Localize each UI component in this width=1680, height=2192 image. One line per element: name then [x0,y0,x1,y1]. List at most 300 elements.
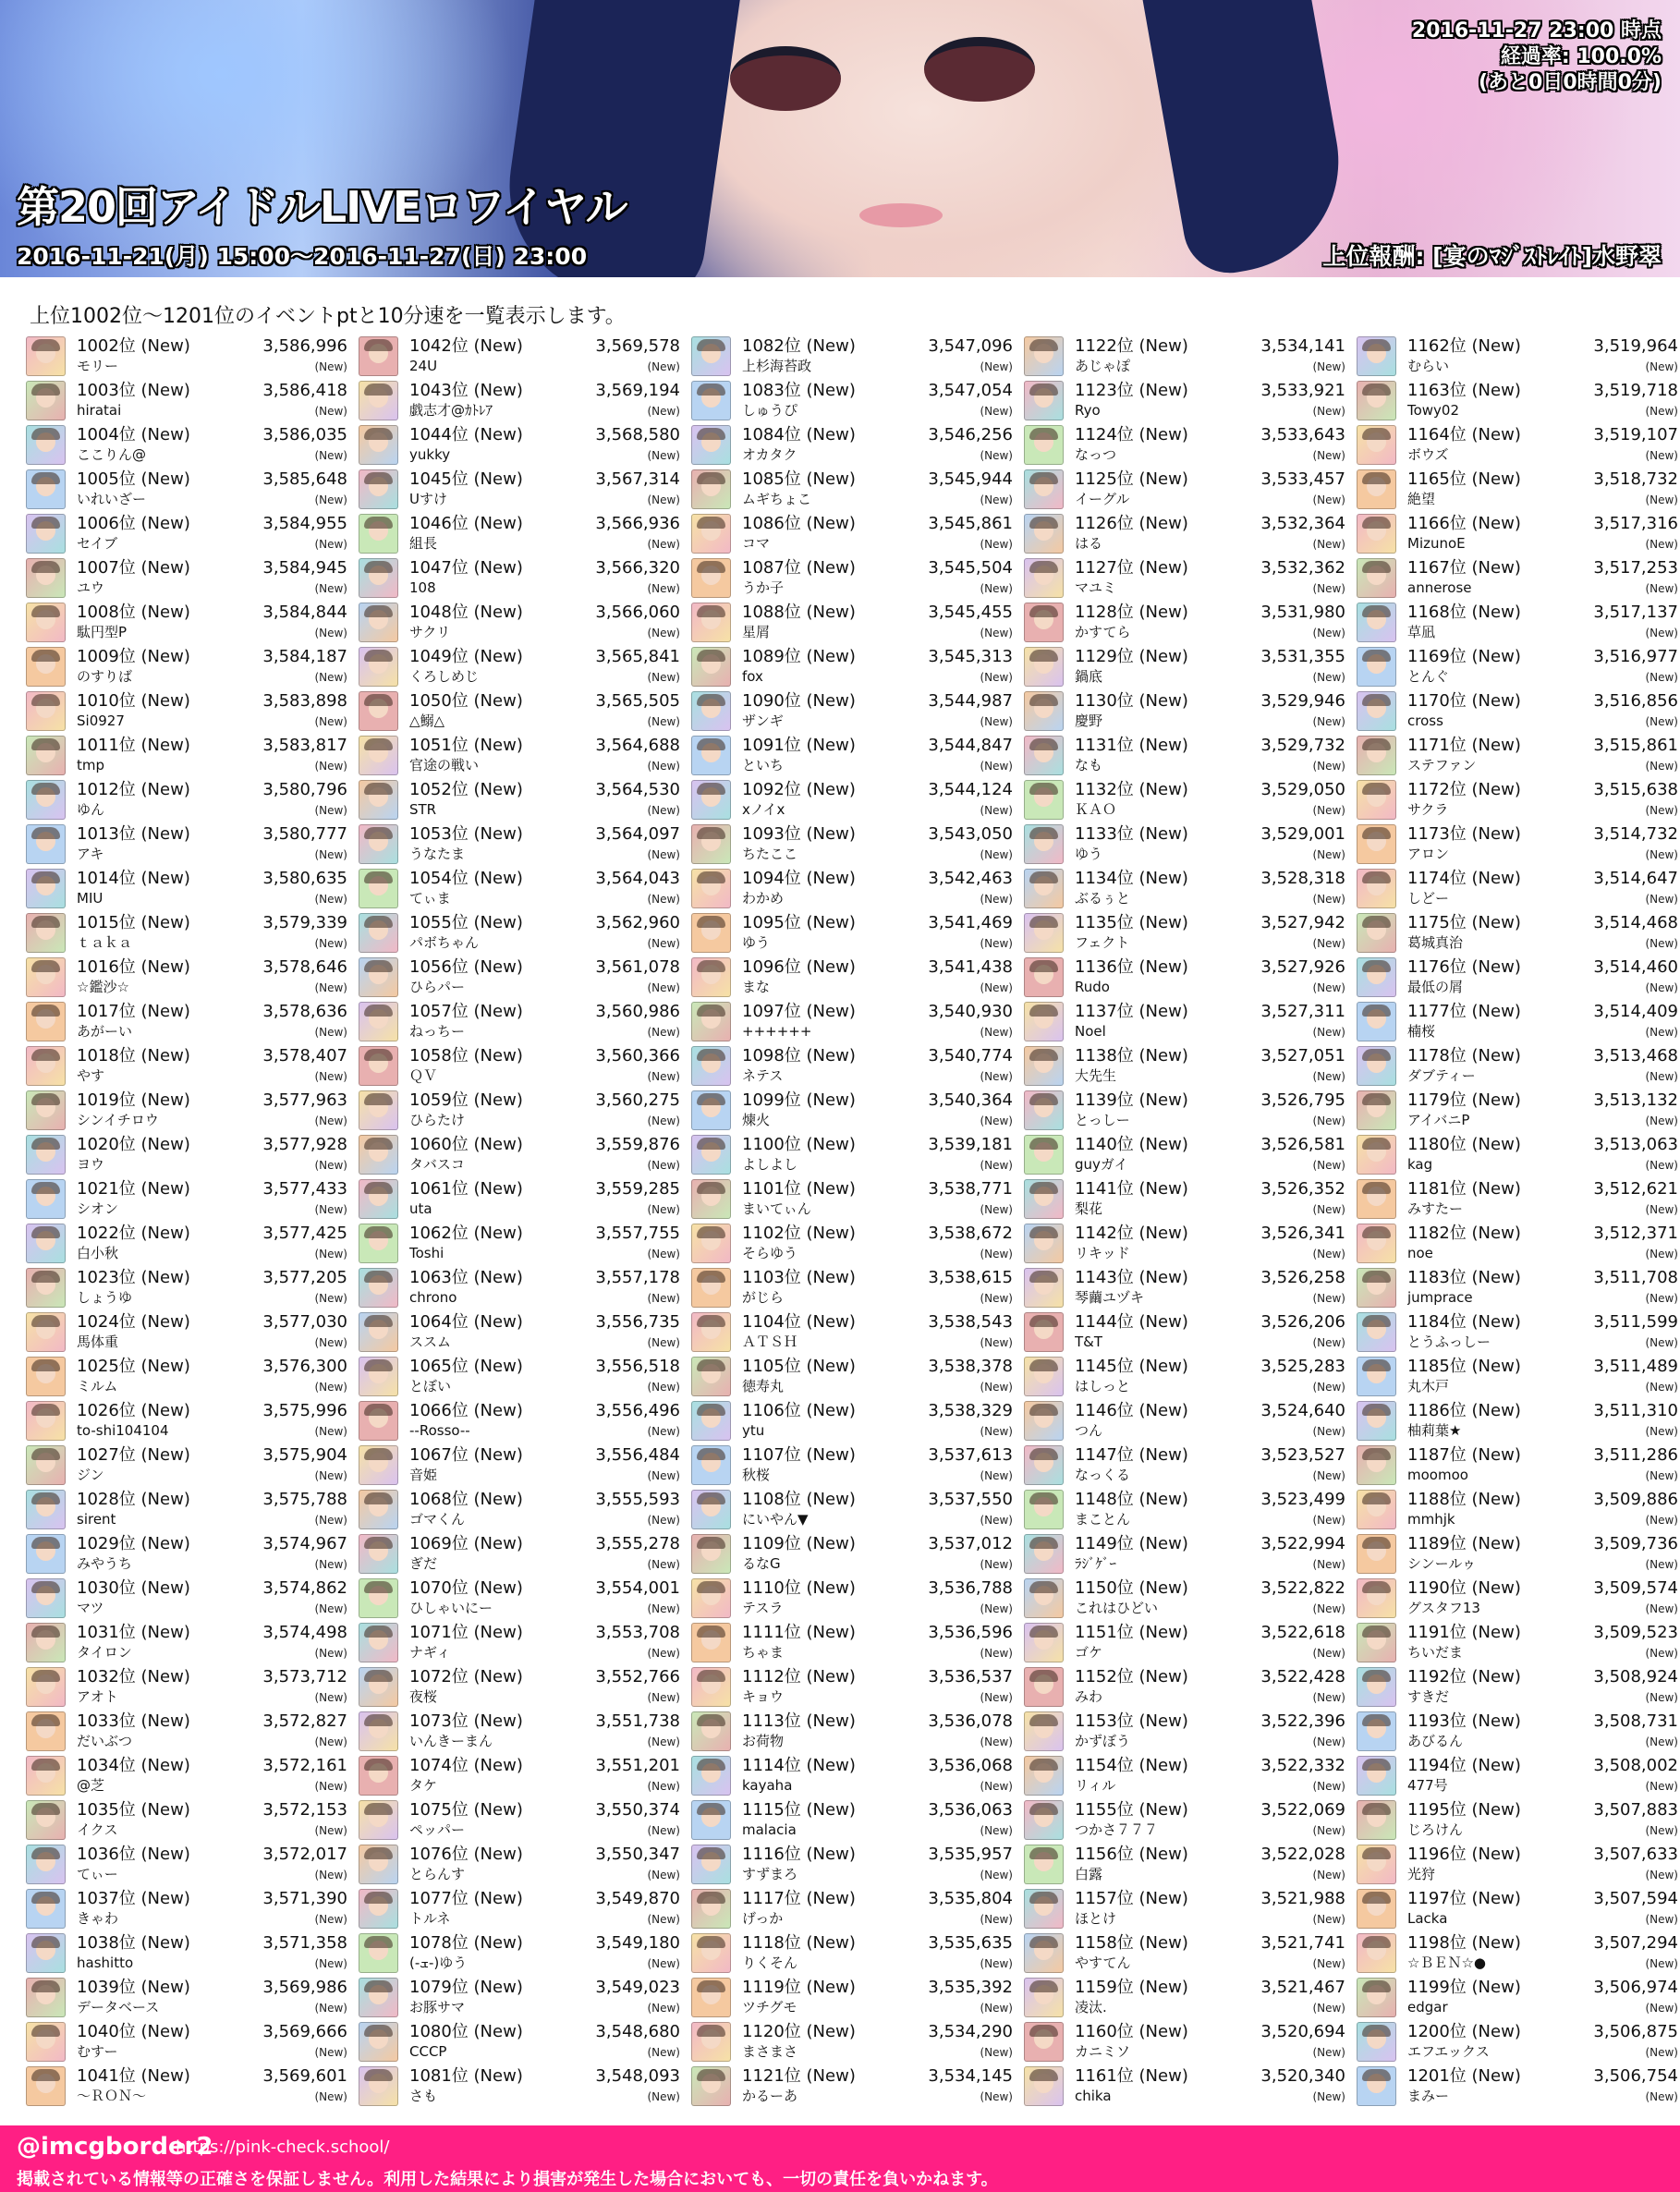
rank-label: 1043位 (New) [409,381,523,400]
rank-label: 1147位 (New) [1075,1445,1188,1465]
producer-avatar [691,336,731,376]
ranking-entry [691,1133,1024,1177]
ten-minute-speed: (New) [647,2002,680,2015]
ten-minute-speed: (New) [314,1248,347,1260]
event-points: 3,532,364 [1260,514,1345,533]
producer-name: sirent [77,1511,116,1528]
producer-avatar [691,1312,731,1352]
producer-name: ﾗｼﾞｹﾞｰ [1075,1555,1117,1572]
event-points: 3,522,332 [1260,1756,1345,1775]
rank-label: 1044位 (New) [409,425,523,444]
event-points: 3,564,097 [595,824,680,844]
event-points: 3,535,635 [928,1933,1013,1953]
ranking-entry [359,423,691,468]
ten-minute-speed: (New) [1312,405,1345,418]
rank-label: 1129位 (New) [1075,647,1188,666]
producer-avatar [691,1845,731,1884]
producer-avatar [1024,1978,1064,2017]
producer-avatar [1024,957,1064,997]
ranking-entry [359,335,691,379]
producer-name: Uすけ [409,491,447,507]
rank-label: 1120位 (New) [742,2022,856,2041]
ranking-entry [1024,911,1357,956]
ranking-entry [691,1621,1024,1665]
producer-avatar [359,1978,398,2017]
rank-label: 1112位 (New) [742,1667,856,1687]
producer-name: hashitto [77,1955,134,1971]
producer-name: りくそん [742,1955,798,1971]
ten-minute-speed: (New) [1312,1913,1345,1926]
producer-name: まことん [1075,1511,1131,1528]
ten-minute-speed: (New) [1645,1735,1678,1748]
event-points: 3,583,898 [262,691,347,711]
rank-label: 1066位 (New) [409,1401,523,1420]
event-points: 3,514,460 [1593,957,1678,977]
event-points: 3,578,636 [262,1002,347,1021]
producer-name: あがーい [77,1023,133,1040]
producer-avatar [1024,1578,1064,1618]
ranking-entry [691,1488,1024,1532]
ranking-entry [1357,1089,1680,1133]
producer-avatar [1357,558,1396,598]
producer-avatar [1357,1357,1396,1396]
event-points: 3,557,178 [595,1268,680,1287]
event-points: 3,520,340 [1260,2066,1345,2086]
producer-name: やす [77,1067,105,1084]
ten-minute-speed: (New) [647,627,680,639]
rank-label: 1016位 (New) [77,957,190,977]
rank-label: 1124位 (New) [1075,425,1188,444]
rank-label: 1159位 (New) [1075,1978,1188,1997]
producer-name: がじら [742,1289,785,1306]
ranking-entry [1357,556,1680,601]
rank-label: 1169位 (New) [1407,647,1521,666]
producer-name: --Rosso-- [409,1422,470,1439]
site-url-link[interactable]: https://pink-check.school/ [176,2137,390,2157]
event-points: 3,506,974 [1593,1978,1678,1997]
producer-avatar [1024,558,1064,598]
ten-minute-speed: (New) [1312,538,1345,551]
event-points: 3,571,358 [262,1933,347,1953]
rank-label: 1106位 (New) [742,1401,856,1420]
ten-minute-speed: (New) [647,582,680,595]
rank-label: 1196位 (New) [1407,1845,1521,1864]
ten-minute-speed: (New) [1645,760,1678,773]
event-points: 3,511,708 [1593,1268,1678,1287]
producer-avatar [691,1667,731,1707]
ranking-entry [26,1443,359,1488]
ten-minute-speed: (New) [647,1869,680,1881]
event-points: 3,526,341 [1260,1224,1345,1243]
ranking-entry [691,1976,1024,2020]
event-points: 3,559,285 [595,1179,680,1199]
event-points: 3,522,822 [1260,1578,1345,1598]
producer-name: 108 [409,579,436,596]
ranking-entry [691,2064,1024,2109]
ten-minute-speed: (New) [1312,1647,1345,1660]
ten-minute-speed: (New) [1312,2090,1345,2103]
event-points: 3,552,766 [595,1667,680,1687]
ten-minute-speed: (New) [647,2046,680,2059]
rank-label: 1027位 (New) [77,1445,190,1465]
ten-minute-speed: (New) [314,1469,347,1482]
rank-label: 1179位 (New) [1407,1090,1521,1110]
ranking-entry [1357,335,1680,379]
event-points: 3,545,944 [928,469,1013,489]
event-points: 3,560,366 [595,1046,680,1066]
rank-label: 1126位 (New) [1075,514,1188,533]
ten-minute-speed: (New) [314,893,347,906]
ten-minute-speed: (New) [647,1691,680,1704]
producer-avatar [1024,381,1064,420]
ranking-entry [1357,1399,1680,1443]
event-points: 3,516,856 [1593,691,1678,711]
ten-minute-speed: (New) [1645,1381,1678,1394]
event-points: 3,559,876 [595,1135,680,1154]
ranking-entry [26,601,359,645]
producer-name: モリー [77,358,119,374]
rank-label: 1157位 (New) [1075,1889,1188,1908]
producer-name: ＫＡＯ [1075,801,1117,818]
rank-label: 1185位 (New) [1407,1357,1521,1376]
producer-name: つん [1075,1422,1103,1439]
event-points: 3,514,732 [1593,824,1678,844]
ten-minute-speed: (New) [1312,1514,1345,1527]
event-points: 3,538,771 [928,1179,1013,1199]
producer-avatar [359,1756,398,1796]
producer-name: はしっと [1075,1378,1131,1394]
producer-avatar [691,1135,731,1175]
producer-avatar [691,1978,731,2017]
event-points: 3,575,996 [262,1401,347,1420]
ten-minute-speed: (New) [314,627,347,639]
producer-name: みやうち [77,1555,133,1572]
ten-minute-speed: (New) [1645,1514,1678,1527]
rank-label: 1174位 (New) [1407,869,1521,888]
ten-minute-speed: (New) [980,1558,1013,1571]
rank-label: 1047位 (New) [409,558,523,578]
rank-label: 1172位 (New) [1407,780,1521,799]
producer-name: わかめ [742,890,785,907]
event-points: 3,513,132 [1593,1090,1678,1110]
producer-avatar [1024,736,1064,775]
ranking-entry [691,379,1024,423]
rank-label: 1113位 (New) [742,1711,856,1731]
rank-label: 1053位 (New) [409,824,523,844]
ranking-entry [26,423,359,468]
ten-minute-speed: (New) [314,1114,347,1127]
producer-avatar [26,1623,66,1662]
event-points: 3,522,028 [1260,1845,1345,1864]
ten-minute-speed: (New) [1312,1824,1345,1837]
producer-name: とんぐ [1407,668,1450,685]
producer-name: yukky [409,446,451,463]
rank-label: 1173位 (New) [1407,824,1521,844]
ten-minute-speed: (New) [314,981,347,994]
event-points: 3,515,861 [1593,736,1678,755]
ranking-entry [691,423,1024,468]
ranking-entry [691,1044,1024,1089]
rank-label: 1087位 (New) [742,558,856,578]
rank-label: 1116位 (New) [742,1845,856,1864]
ten-minute-speed: (New) [314,538,347,551]
producer-name: シンイチロウ [77,1112,159,1128]
ten-minute-speed: (New) [1312,1425,1345,1438]
ten-minute-speed: (New) [314,715,347,728]
ten-minute-speed: (New) [980,715,1013,728]
producer-name: 星屑 [742,624,771,640]
producer-avatar [359,1889,398,1929]
event-points: 3,556,496 [595,1401,680,1420]
ten-minute-speed: (New) [1312,1203,1345,1216]
event-points: 3,553,708 [595,1623,680,1642]
ten-minute-speed: (New) [647,1824,680,1837]
ranking-entry [26,1266,359,1310]
rank-label: 1100位 (New) [742,1135,856,1154]
ten-minute-speed: (New) [1312,1735,1345,1748]
twitter-handle-link[interactable]: @imcgborder2 [17,2133,213,2161]
event-points: 3,576,300 [262,1357,347,1376]
ranking-entry [691,1887,1024,1931]
event-points: 3,513,468 [1593,1046,1678,1066]
ranking-entry [26,867,359,911]
producer-avatar [26,336,66,376]
producer-name: じろけん [1407,1821,1464,1838]
producer-name: いれいざー [77,491,147,507]
event-points: 3,545,861 [928,514,1013,533]
ten-minute-speed: (New) [980,1203,1013,1216]
producer-name: データベース [77,1999,160,2015]
producer-name: 絶望 [1407,491,1436,507]
rank-label: 1122位 (New) [1075,336,1188,356]
producer-name: (-ܫ-)ゆう [409,1955,468,1971]
ranking-entry [359,1222,691,1266]
rank-label: 1176位 (New) [1407,957,1521,977]
producer-name: Ryo [1075,402,1101,419]
ranking-entry [691,2020,1024,2064]
rank-label: 1029位 (New) [77,1534,190,1553]
ten-minute-speed: (New) [1312,582,1345,595]
rank-label: 1020位 (New) [77,1135,190,1154]
producer-name: セイブ [77,535,118,552]
producer-name: みわ [1075,1688,1103,1705]
event-points: 3,545,313 [928,647,1013,666]
event-points: 3,540,774 [928,1046,1013,1066]
producer-avatar [1024,824,1064,864]
producer-name: かるーあ [742,2088,798,2104]
rank-label: 1014位 (New) [77,869,190,888]
producer-avatar [1357,1578,1396,1618]
ten-minute-speed: (New) [1312,1159,1345,1172]
event-points: 3,586,418 [262,381,347,400]
producer-avatar [1357,603,1396,642]
producer-avatar [359,691,398,731]
event-points: 3,527,942 [1260,913,1345,932]
ten-minute-speed: (New) [980,493,1013,506]
ten-minute-speed: (New) [1312,449,1345,462]
ten-minute-speed: (New) [314,582,347,595]
event-points: 3,551,201 [595,1756,680,1775]
rank-label: 1037位 (New) [77,1889,190,1908]
producer-avatar [359,1490,398,1529]
producer-name: 草凪 [1407,624,1436,640]
ten-minute-speed: (New) [980,893,1013,906]
producer-avatar [359,913,398,953]
ranking-entry [1024,1089,1357,1133]
producer-avatar [1357,2066,1396,2106]
ranking-entry [1357,645,1680,689]
rank-label: 1072位 (New) [409,1667,523,1687]
ten-minute-speed: (New) [1312,848,1345,861]
ten-minute-speed: (New) [314,1070,347,1083]
ten-minute-speed: (New) [980,405,1013,418]
ten-minute-speed: (New) [647,937,680,950]
ranking-entry [1024,1443,1357,1488]
producer-avatar [1357,1445,1396,1485]
ranking-entry [1024,1266,1357,1310]
producer-name: ネテス [742,1067,784,1084]
ten-minute-speed: (New) [1645,1203,1678,1216]
ten-minute-speed: (New) [1312,493,1345,506]
rank-label: 1007位 (New) [77,558,190,578]
ranking-entry [26,1976,359,2020]
producer-name: 駄円型P [77,624,128,640]
producer-name: アイバニP [1407,1112,1470,1128]
ranking-entry [1357,1532,1680,1577]
producer-name: ザンギ [742,712,784,729]
rank-label: 1009位 (New) [77,647,190,666]
ten-minute-speed: (New) [647,1159,680,1172]
ranking-entry [1357,911,1680,956]
rank-label: 1085位 (New) [742,469,856,489]
producer-name: なっつ [1075,446,1117,463]
producer-avatar [1024,647,1064,687]
event-points: 3,546,256 [928,425,1013,444]
event-points: 3,544,987 [928,691,1013,711]
producer-name: すきだ [1407,1688,1450,1705]
rank-label: 1096位 (New) [742,957,856,977]
event-points: 3,519,107 [1593,425,1678,444]
rank-label: 1110位 (New) [742,1578,856,1598]
event-points: 3,537,613 [928,1445,1013,1465]
ranking-entry [691,1443,1024,1488]
rank-label: 1181位 (New) [1407,1179,1521,1199]
ten-minute-speed: (New) [980,937,1013,950]
producer-avatar [1357,2022,1396,2062]
event-points: 3,548,093 [595,2066,680,2086]
producer-name: guyガイ [1075,1156,1128,1173]
producer-avatar [359,558,398,598]
event-points: 3,535,392 [928,1978,1013,1997]
producer-avatar [1024,1090,1064,1130]
ten-minute-speed: (New) [647,1558,680,1571]
rank-label: 1065位 (New) [409,1357,523,1376]
rank-label: 1097位 (New) [742,1002,856,1021]
producer-avatar [359,336,398,376]
producer-name: mmhjk [1407,1511,1455,1528]
ten-minute-speed: (New) [1645,1425,1678,1438]
producer-name: アオト [77,1688,118,1705]
ten-minute-speed: (New) [1645,804,1678,817]
ranking-entry [1024,1355,1357,1399]
producer-name: 官途の戦い [409,757,480,773]
ranking-entry [691,601,1024,645]
rank-label: 1064位 (New) [409,1312,523,1332]
ranking-entry [359,1887,691,1931]
event-points: 3,511,489 [1593,1357,1678,1376]
producer-avatar [1357,469,1396,509]
ten-minute-speed: (New) [980,538,1013,551]
rank-label: 1006位 (New) [77,514,190,533]
ranking-entry [1357,601,1680,645]
producer-avatar [1024,1046,1064,1086]
event-points: 3,527,311 [1260,1002,1345,1021]
rank-label: 1139位 (New) [1075,1090,1188,1110]
event-points: 3,574,498 [262,1623,347,1642]
producer-avatar [359,1578,398,1618]
ten-minute-speed: (New) [980,760,1013,773]
rank-label: 1183位 (New) [1407,1268,1521,1287]
event-points: 3,509,574 [1593,1578,1678,1598]
producer-name: タイロン [77,1644,132,1661]
ten-minute-speed: (New) [647,2090,680,2103]
producer-name: アキ [77,846,104,862]
producer-avatar [1357,1090,1396,1130]
ranking-entry [26,1177,359,1222]
event-points: 3,512,621 [1593,1179,1678,1199]
producer-name: ペッパー [409,1821,466,1838]
rank-label: 1028位 (New) [77,1490,190,1509]
rank-label: 1136位 (New) [1075,957,1188,977]
producer-name: 楠桜 [1407,1023,1436,1040]
rank-label: 1022位 (New) [77,1224,190,1243]
ten-minute-speed: (New) [1645,1691,1678,1704]
ranking-entry [26,689,359,734]
producer-name: といち [742,757,785,773]
producer-name: ステファン [1407,757,1477,773]
rank-label: 1132位 (New) [1075,780,1188,799]
rank-label: 1017位 (New) [77,1002,190,1021]
ten-minute-speed: (New) [314,1691,347,1704]
producer-avatar [359,1845,398,1884]
producer-avatar [359,425,398,465]
producer-name: 葛城真治 [1407,934,1464,951]
producer-name: cross [1407,712,1443,729]
ranking-entry [1357,1577,1680,1621]
event-points: 3,509,886 [1593,1490,1678,1509]
event-points: 3,536,063 [928,1800,1013,1820]
rank-label: 1059位 (New) [409,1090,523,1110]
ranking-entry [1357,867,1680,911]
ranking-entry [26,1843,359,1887]
producer-name: 大先生 [1075,1067,1117,1084]
ranking-entry [1357,423,1680,468]
producer-avatar [359,1090,398,1130]
rank-label: 1117位 (New) [742,1889,856,1908]
ten-minute-speed: (New) [314,1558,347,1571]
event-points: 3,519,964 [1593,336,1678,356]
rank-label: 1131位 (New) [1075,736,1188,755]
rank-label: 1149位 (New) [1075,1534,1188,1553]
rank-label: 1056位 (New) [409,957,523,977]
producer-avatar [1357,913,1396,953]
producer-name: 夜桜 [409,1688,438,1705]
producer-name: かずぼう [1075,1733,1131,1749]
rank-label: 1058位 (New) [409,1046,523,1066]
producer-name: ひらたけ [409,1112,466,1128]
event-points: 3,507,294 [1593,1933,1678,1953]
producer-name: キョウ [742,1688,785,1705]
